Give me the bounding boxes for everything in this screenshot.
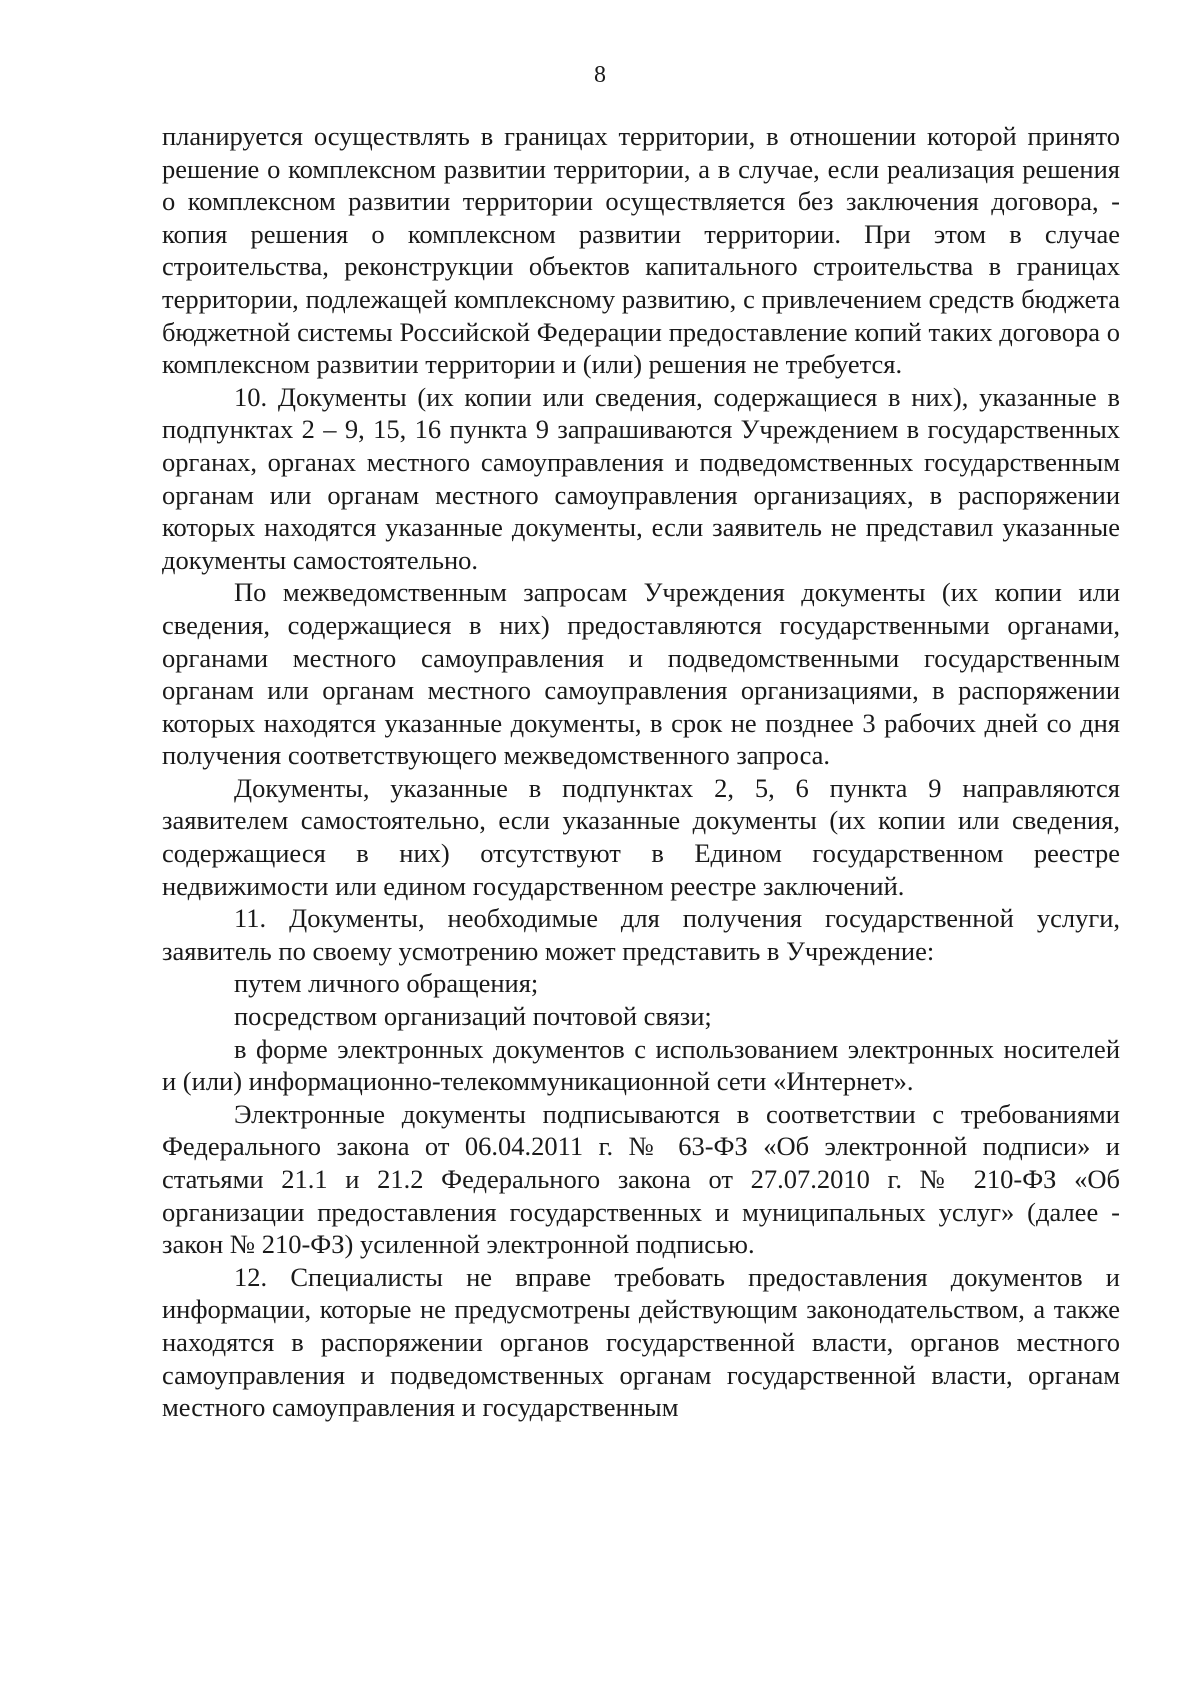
paragraph-item-12: 12. Специалисты не вправе требовать предоставления документов и информации, которые не предусмотрены действующим законодательством, а также находятся в распоряжении органов государственной власти, органов местного самоуправления и подведомственных органам государственной власти, органам местного самоуправления и государственным [162, 1261, 1120, 1423]
paragraph-item-10: 10. Документы (их копии или сведения, содержащиеся в них), указанные в подпунктах 2 – 9, 15, 16 пункта 9 запрашиваются Учреждением в государственных органах, органах местного самоуправления и подведомственных государственным органам или органам местного самоуправления организациях, в распоряжении которых находятся указанные документы, если заявитель не представил указанные документы самостоятельно. [162, 381, 1120, 575]
paragraph-applicant-documents: Документы, указанные в подпунктах 2, 5, 6 пункта 9 направляются заявителем самостоятельно, если указанные документы (их копии или сведения, содержащиеся в них) отсутствуют в Едином государственном реестре недвижимости или едином государственном реестре заключений. [162, 772, 1120, 901]
page-number: 8 [594, 62, 606, 88]
list-item-electronic: в форме электронных документов с использованием электронных носителей и (или) информационно-телекоммуникационной сети «Интернет». [162, 1033, 1120, 1097]
list-item-personal: путем личного обращения; [234, 968, 539, 999]
document-body [162, 120, 1120, 1424]
paragraph-electronic-signature: Электронные документы подписываются в соответствии с требованиями Федерального закона от 06.04.2011 г. № 63-ФЗ «Об электронной подписи» и статьями 21.1 и 21.2 Федерального закона от 27.07.2010 г. № 210-ФЗ «Об организации предоставления государственных и муниципальных услуг» (далее - закон № 210-ФЗ) усиленной электронной подписью. [162, 1098, 1120, 1260]
paragraph-continuation: планируется осуществлять в границах территории, в отношении которой принято решение о комплексном развитии территории, а в случае, если реализация решения о комплексном развитии территории осуществляется без заключения договора, - копия решения о комплексном развитии территории. При этом в случае строительства, реконструкции объектов капитального строительства в границах территории, подлежащей комплексному развитию, с привлечением средств бюджета бюджетной системы Российской Федерации предоставление копий таких договора о комплексном развитии территории и (или) решения не требуется. [162, 121, 1120, 380]
list-item-postal: посредством организаций почтовой связи; [234, 1001, 712, 1032]
paragraph-item-11: 11. Документы, необходимые для получения государственной услуги, заявитель по своему усмотрению может представить в Учреждение: [162, 903, 1120, 966]
paragraph-interagency-requests: По межведомственным запросам Учреждения документы (их копии или сведения, содержащиеся в них) предоставляются государственными органами, органами местного самоуправления и подведомственными государственным органам или органам местного самоуправления организациями, в распоряжении которых находятся указанные документы, в срок не позднее 3 рабочих дней со дня получения соответствующего межведомственного запроса. [162, 577, 1120, 771]
